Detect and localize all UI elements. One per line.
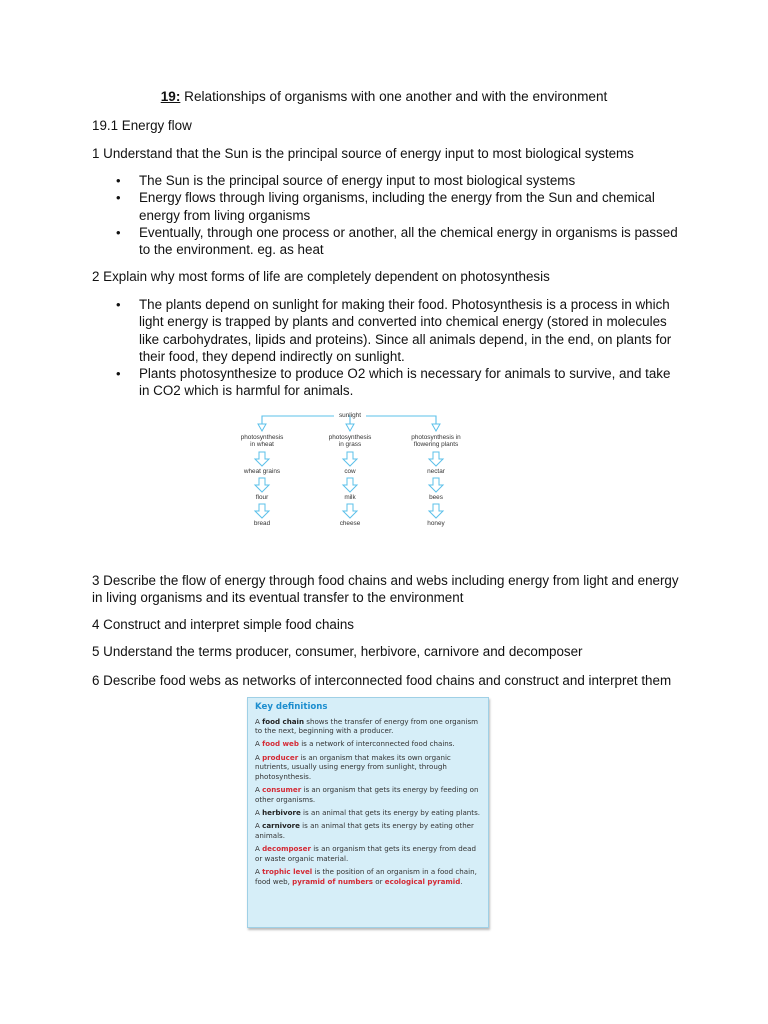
term-trophic-level: trophic level — [262, 867, 313, 877]
term-herbivore: herbivore — [262, 808, 301, 818]
bullet-item: • Energy flows through living organisms, including the energy from the Sun and chemical energy from living organisms — [92, 189, 682, 224]
bullet-list-1 — [92, 172, 682, 258]
definition-consumer: A consumer is an organism that gets its energy by feeding on other organisms. — [255, 785, 479, 804]
arrow-icon — [343, 452, 357, 466]
arrow-icon — [258, 424, 266, 431]
diagram-label: bread — [253, 520, 271, 527]
term-producer: producer — [262, 752, 299, 762]
definition-decomposer: A decomposer is an organism that gets its energy from dead or waste organic material. — [255, 844, 476, 863]
objective-3: 3 Describe the flow of energy through food chains and webs including energy from light and energy in living organisms and its eventual transfer to the environment — [92, 573, 679, 605]
arrow-icon — [343, 504, 357, 518]
diagram-label: photosynthesis in flowering plants — [411, 434, 461, 449]
term-food-chain: food chain — [262, 716, 305, 726]
bullet-list-2 — [92, 296, 682, 400]
term-consumer: consumer — [262, 785, 302, 795]
arrow-icon — [429, 452, 443, 466]
diagram-label: photosynthesis in grass — [328, 434, 372, 449]
definition-food-web: A food web is a network of interconnected food chains. — [255, 739, 455, 749]
diagram-label: milk — [344, 494, 356, 501]
arrow-icon — [255, 504, 269, 518]
bullet-item: • Plants photosynthesize to produce O2 which is necessary for animals to survive, and take in CO2 which is harmful for animals. — [92, 365, 682, 400]
arrow-icon — [346, 424, 354, 431]
chapter-title: Relationships of organisms with one another and with the environment — [180, 89, 608, 104]
bullet-item: • The plants depend on sunlight for making their food. Photosynthesis is a process in which light energy is trapped by plants and converted into chemical energy (stored in molecules like carbohydrates, lipids and proteins). Since all animals depend, in the end, on plants for their food, they depend indirectly on sunlight. — [92, 296, 682, 365]
definition-carnivore: A carnivore is an animal that gets its energy by eating other animals. — [255, 821, 474, 840]
diagram-label: flour — [255, 494, 269, 501]
arrow-icon — [255, 452, 269, 466]
definition-food-chain: A food chain shows the transfer of energy from one organism to the next, beginning with a producer. — [255, 716, 479, 736]
arrow-icon — [432, 424, 440, 431]
bullet-item: • Eventually, through one process or another, all the chemical energy in organisms is passed to the environment. eg. as heat — [92, 224, 682, 259]
objective-5: 5 Understand the terms producer, consumer, herbivore, carnivore and decomposer — [92, 644, 583, 659]
bullet-item: • The Sun is the principal source of energy input to most biological systems — [92, 172, 682, 189]
arrow-icon — [343, 478, 357, 492]
term-decomposer: decomposer — [262, 844, 311, 854]
term-food-web: food web — [262, 739, 299, 749]
arrow-icon — [255, 478, 269, 492]
objective-6: 6 Describe food webs as networks of interconnected food chains and construct and interpret them — [92, 673, 672, 688]
diagram-label: bees — [429, 494, 443, 501]
diagram-label: honey — [427, 520, 445, 527]
objective-1: 1 Understand that the Sun is the principal source of energy input to most biological systems — [92, 146, 634, 161]
arrow-icon — [429, 478, 443, 492]
diagram-label: cheese — [339, 520, 361, 527]
diagram-label: wheat grains — [243, 468, 281, 475]
key-definitions-heading: Key definitions — [255, 702, 328, 712]
section-heading: 19.1 Energy flow — [92, 118, 192, 133]
arrow-icon — [429, 504, 443, 518]
objective-2: 2 Explain why most forms of life are completely dependent on photosynthesis — [92, 269, 550, 284]
definition-herbivore: A herbivore is an animal that gets its energy by eating plants. — [255, 808, 481, 818]
diagram-label: cow — [344, 468, 356, 475]
definition-producer: A producer is an organism that makes its own organic nutrients, usually using energy from sunlight, through photosynthesis. — [255, 752, 451, 781]
objective-4: 4 Construct and interpret simple food chains — [92, 617, 355, 632]
term-pyramid-of-numbers: pyramid of numbers — [292, 876, 374, 886]
chapter-number: 19: — [160, 89, 181, 104]
diagram-label: photosynthesis in wheat — [240, 434, 284, 449]
term-ecological-pyramid: ecological pyramid — [384, 876, 461, 886]
key-definitions-box — [247, 697, 489, 928]
term-carnivore: carnivore — [262, 821, 300, 831]
page-title — [0, 89, 768, 104]
energy-flow-diagram — [228, 406, 480, 534]
definition-trophic-level: A trophic level is the position of an organism in a food chain, food web, pyramid of numbers or ecological pyramid. — [255, 867, 477, 886]
diagram-root-label: sunlight — [338, 412, 362, 419]
diagram-label: nectar — [427, 468, 445, 475]
